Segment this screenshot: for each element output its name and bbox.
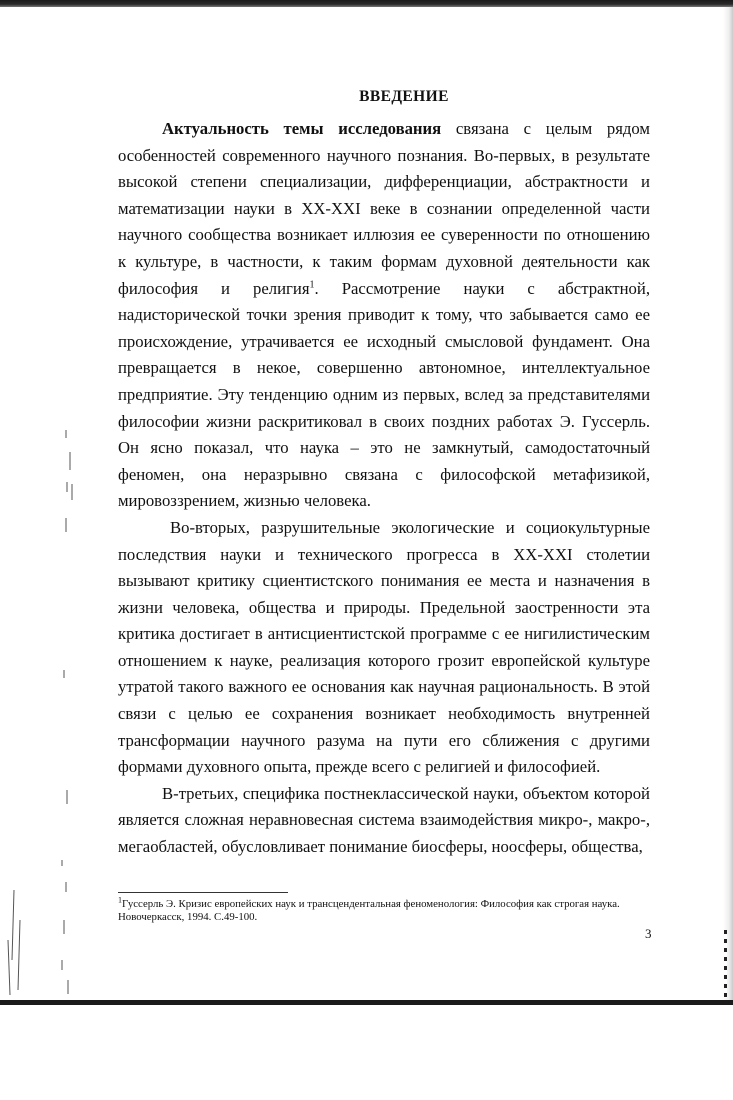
- paragraph-1: [118, 116, 650, 515]
- paragraph-3: В-третьих, специфика постнеклассической науки, объектом которой является сложная неравновесная система взаимодействия микро-, макро-, мегаобластей, обусловливает понимание биосферы, ноосферы, общества,: [118, 783, 650, 857]
- scan-top-edge: [0, 0, 733, 7]
- scan-binding-marks: [724, 930, 727, 998]
- paragraph-2: Во-вторых, разрушительные экологические и социокультурные последствия науки и технического прогресса в XX-XXI столетии вызывают критику сциентистского понимания ее места и назначения в жизни человека, общества и природы. Предельной заостренности эта критика достигает в антисциентистской программе с ее нигилистическим отношением к науке, реализация которого грозит европейской культуре утратой такого важного ее основания как научная рациональность. В этой связи с целью ее сохранения возникает необходимость внутренней трансформации научного разума на пути его сближения с другими формами духовного опыта, прежде всего с религией и философией.: [118, 517, 650, 777]
- footnote-mark: 1: [118, 895, 122, 905]
- page-heading: ВВЕДЕНИЕ: [359, 88, 449, 105]
- footnote-divider: [118, 892, 288, 893]
- page-number: 3: [645, 926, 652, 941]
- footnote-text: Гуссерль Э. Кризис европейских наук и трансцендентальная феноменология: Философия как строгая наука. Новочеркасск, 1994. С.49-100.: [118, 898, 620, 923]
- paragraph-1-text-b: . Рассмотрение науки с абстрактной, надисторической точки зрения приводит к тому, что забывается само ее происхождение, утрачивается ее исходный смысловой фундамент. Она превращается в некое, совершенно автономное, интеллектуальное предприятие. Эту тенденцию одним из первых, вслед за представителями философии жизни раскритиковал в своих поздних работах Э. Гуссерль. Он ясно показал, что наука – это не замкнутый, самодостаточный феномен, она неразрывно связана с философской метафизикой, мировоззрением, жизнью человека.: [118, 278, 651, 511]
- paragraph-1-text-a: связана с целым рядом особенностей современного научного познания. Во-первых, в результате высокой степени специализации, дифференциации, абстрактности и математизации науки в XX-XXI веке в сознании определенной части научного сообщества возникает иллюзия ее суверенности по отношению к культуре, в частности, к таким формам духовной деятельности как философия и религия: [118, 119, 650, 298]
- paragraph-1-lead: Актуальность темы исследования: [162, 119, 442, 138]
- page-body: [118, 88, 650, 861]
- footnote: [118, 895, 638, 924]
- scan-right-edge: [723, 7, 733, 1000]
- scan-bottom-edge: [0, 1000, 733, 1005]
- footnote-reference[interactable]: 1: [309, 279, 315, 290]
- margin-scan-artifacts: [0, 420, 80, 1000]
